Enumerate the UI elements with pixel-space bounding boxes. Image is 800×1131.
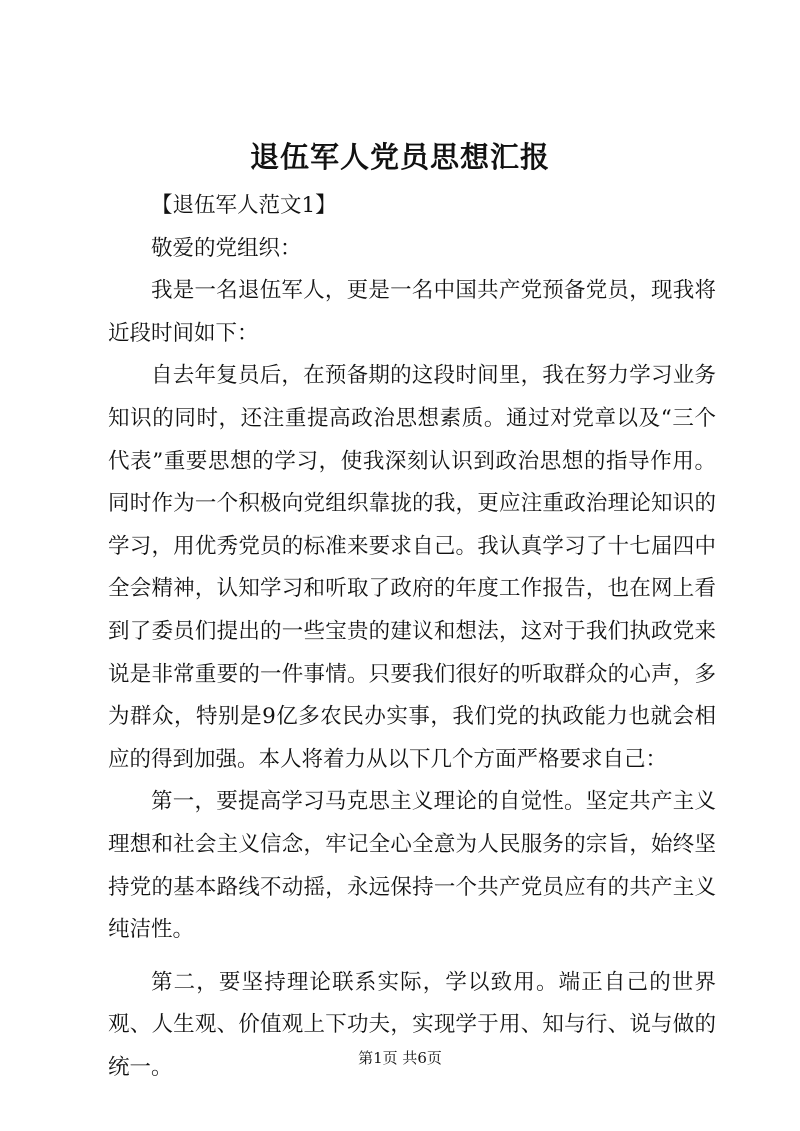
document-title: 退伍军人党员思想汇报 [249,140,550,174]
paragraph-second-point: 第二，要坚持理论联系实际，学以致用。端正自己的世界观、人生观、价值观上下功夫，实现学于用、知与行、说与做的统一。 [108,969,716,1080]
section-label: 【退伍军人范文1】 [151,193,337,218]
document-body [108,185,716,1089]
paragraph-first-point: 第一，要提高学习马克思主义理论的自觉性。坚定共产主义理想和社会主义信念，牢记全心全意为人民服务的宗旨，始终坚持党的基本路线不动摇，永远保持一个共产党员应有的共产主义纯洁性。 [108,789,716,943]
page-footer: 第1页 共6页 [358,1049,442,1067]
salutation: 敬爱的党组织： [151,235,302,261]
paragraph-intro: 我是一名退伍军人，更是一名中国共产党预备党员，现我将近段时间如下： [108,278,716,346]
paragraph-main: 自去年复员后，在预备期的这段时间里，我在努力学习业务知识的同时，还注重提高政治思想素质。通过对党章以及“三个代表”重要思想的学习，使我深刻认识到政治思想的指导作用。同时作为一个积极向党组织靠拢的我，更应注重政治理论知识的学习，用优秀党员的标准来要求自己。我认真学习了十七届四中全会精神，认知学习和听取了政府的年度工作报告，也在网上看到了委员们提出的一些宝贵的建议和想法，这对于我们执政党来说是非常重要的一件事情。只要我们很好的听取群众的心声，多为群众，特别是9亿多农民办实事，我们党的执政能力也就会相应的得到加强。本人将着力从以下几个方面严格要求自己： [108,363,716,772]
